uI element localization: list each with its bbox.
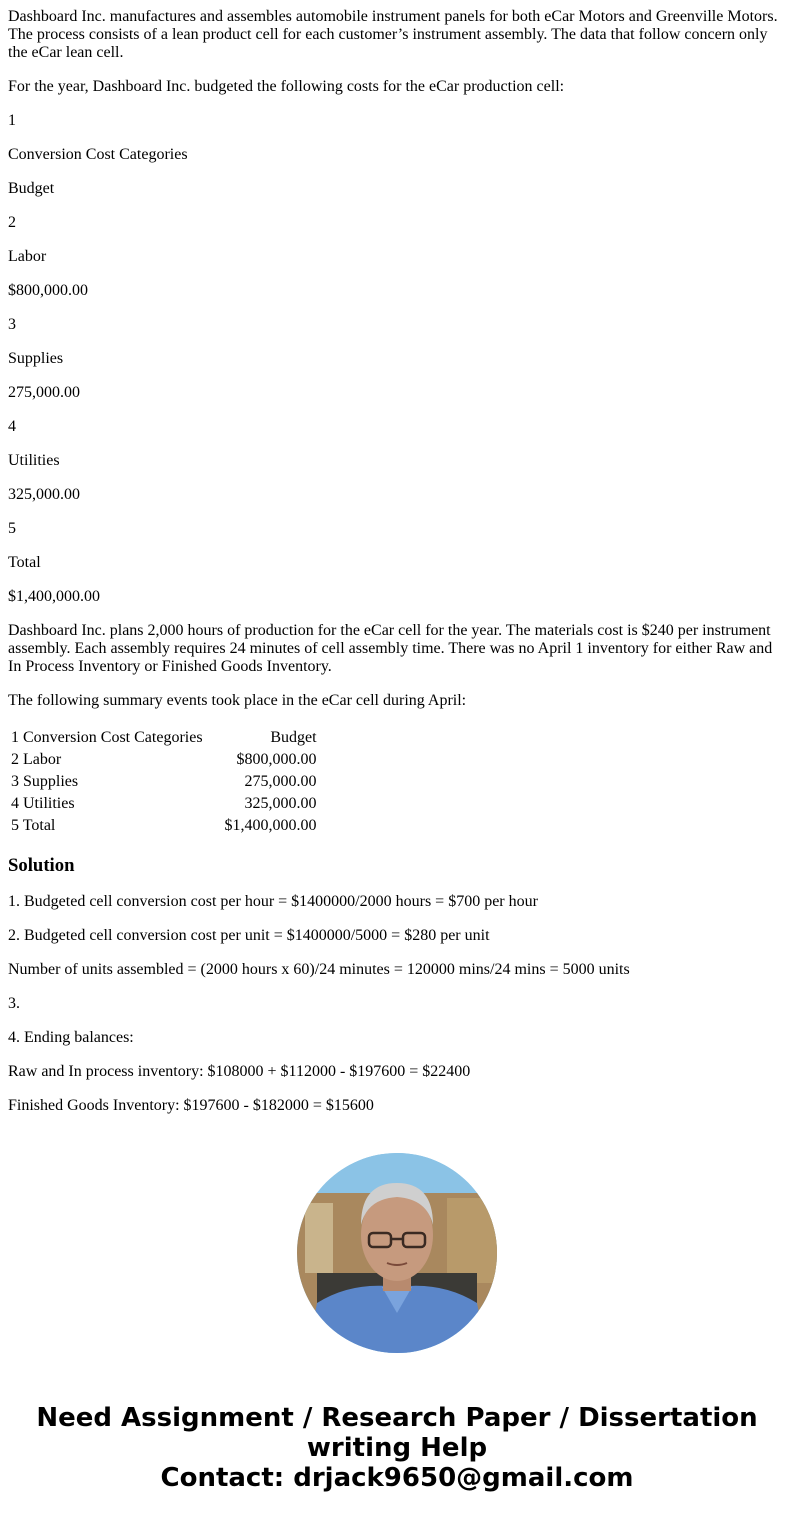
table-cell-label: 3 Supplies [11,773,79,790]
plans-paragraph: Dashboard Inc. plans 2,000 hours of production for the eCar cell for the year. The materials cost is $240 per instrument assembly. Each assembly requires 24 minutes of cell assembly time. There was no April 1 inventory for either Raw and In Process Inventory or Finished Goods Inventory. [8,622,773,675]
flat-line: Supplies [8,350,64,367]
table-row [10,794,318,814]
table-row [10,816,318,836]
flat-line: 325,000.00 [8,486,80,503]
april-paragraph: The following summary events took place in the eCar cell during April: [8,692,467,709]
solution-line: 3. [8,995,20,1012]
table-row [10,728,318,748]
table-cell-label: 5 Total [11,817,56,834]
intro-paragraph: Dashboard Inc. manufactures and assembles automobile instrument panels for both eCar Motors and Greenville Motors. The process consists of a lean product cell for each customer’s instrument assembly. The data that follow concern only the eCar lean cell. [8,8,778,61]
flat-line: Conversion Cost Categories [8,146,188,163]
flat-line: Total [8,554,41,571]
footer-line: Need Assignment / Research Paper / Dissertation [36,1403,758,1433]
budget-table [8,726,320,838]
flat-line: $1,400,000.00 [8,588,100,605]
solution-line: 2. Budgeted cell conversion cost per unit = $1400000/5000 = $280 per unit [8,927,490,944]
avatar-portrait-image [297,1153,497,1353]
flat-budget-list [8,112,786,606]
solution-line: Finished Goods Inventory: $197600 - $182000 = $15600 [8,1097,374,1114]
solution-line: 4. Ending balances: [8,1029,134,1046]
table-cell-value: 325,000.00 [244,795,317,812]
solution-line: 1. Budgeted cell conversion cost per hour = $1400000/2000 hours = $700 per hour [8,893,538,910]
flat-line: 1 [8,112,16,129]
table-cell-value: Budget [270,729,317,746]
flat-line: $800,000.00 [8,282,88,299]
flat-line: Utilities [8,452,60,469]
table-cell-value: $800,000.00 [236,751,317,768]
solution-line: Raw and In process inventory: $108000 + $112000 - $197600 = $22400 [8,1063,471,1080]
flat-line: 2 [8,214,16,231]
flat-line: Labor [8,248,47,265]
footer-contact-line: Contact: drjack9650@gmail.com [160,1463,634,1493]
table-cell-label: 1 Conversion Cost Categories [11,729,203,746]
avatar [297,1153,497,1353]
table-cell-label: 2 Labor [11,751,62,768]
document-body [8,8,786,1131]
table-cell-value: $1,400,000.00 [224,817,317,834]
footer-line: writing Help [306,1433,488,1463]
table-cell-value: 275,000.00 [244,773,317,790]
table-cell-label: 4 Utilities [11,795,75,812]
table-row [10,750,318,770]
flat-line: 3 [8,316,16,333]
footer-contact [0,1403,794,1493]
table-row [10,772,318,792]
flat-line: Budget [8,180,55,197]
flat-line: 4 [8,418,16,435]
budget-intro-paragraph: For the year, Dashboard Inc. budgeted the following costs for the eCar production cell: [8,78,565,95]
solution-heading: Solution [8,855,75,876]
solution-line: Number of units assembled = (2000 hours x 60)/24 minutes = 120000 mins/24 mins = 5000 units [8,961,630,978]
flat-line: 5 [8,520,16,537]
flat-line: 275,000.00 [8,384,80,401]
